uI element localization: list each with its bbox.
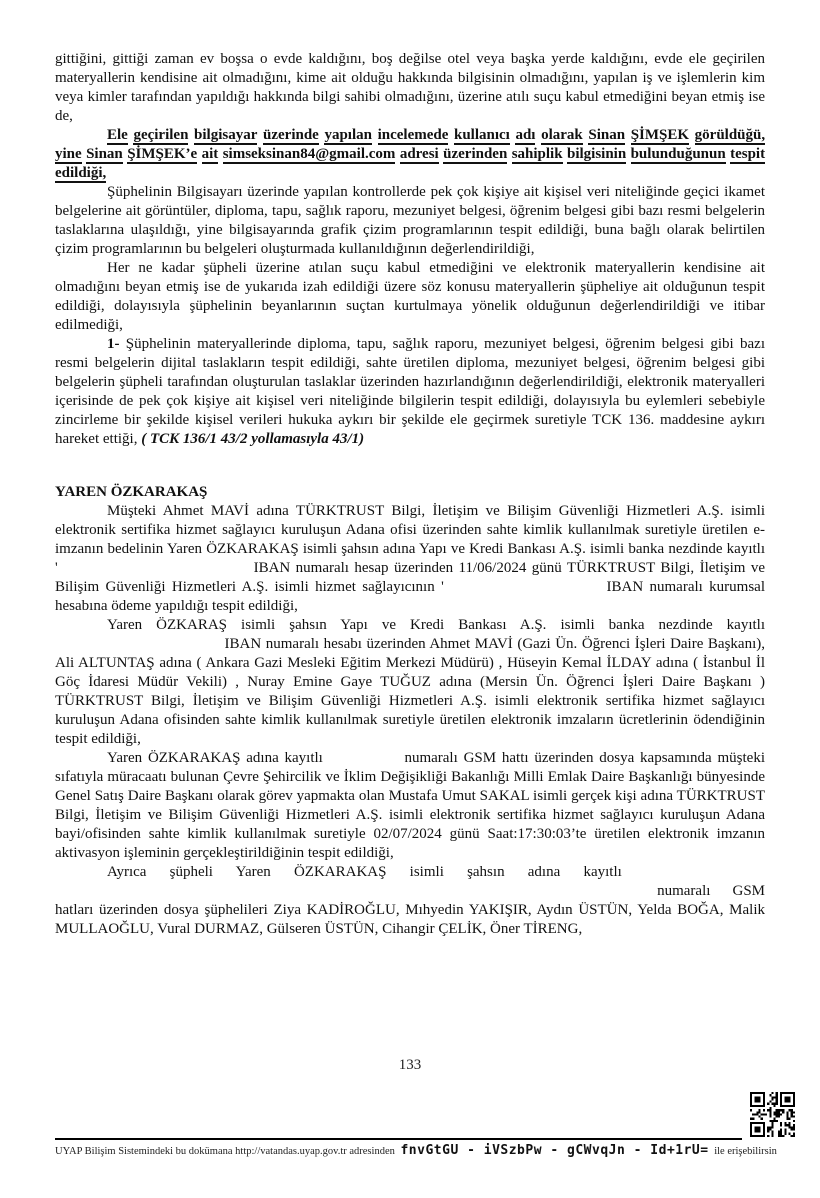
redacted-gap — [450, 590, 600, 591]
complainant-payment-paragraph: Müşteki Ahmet MAVİ adına TÜRKTRUST Bilgi, İletişim ve Bilişim Güvenliği Hizmetleri A.Ş. isimli elektronik sertifika hizmet sağlayıcı kuruluşun Adana ofisi üzerinden sahte kimlik kullanılmak suretiyle üretilen e-imzanın bedelinin Yaren ÖZKARAKAŞ isimli şahsın adına Yapı ve Kredi Bankası A.Ş. isimli banka nezdinde kayıtlı ' IBAN numaralı hesap üzerinden 11/06/2024 günü TÜRKTRUST Bilgi, İletişim ve Bilişim Güvenliği Hizmetleri A.Ş. isimli hizmet sağlayıcının ' IBAN numaralı kurumsal hesabına ödeme yapıldığı tespit edildiği, — [55, 503, 765, 614]
denial-assessment-paragraph: Her ne kadar şüpheli üzerine atılan suçu kabul etmediğini ve elektronik materyallerin kendisine ait olmadığını beyan etmiş ise de yukarıda izah edildiği üzere söz konusu materyallerin şüpheliye ait olduğunun tespit edildiği, dolayısıyla şüphelinin beyanlarının suçtan kurtulmaya yönelik olduğunun değerlendirildiği ve itibar edilmediği, — [55, 260, 765, 333]
section-heading: YAREN ÖZKARAKAŞ — [55, 484, 208, 500]
document-body — [55, 50, 765, 939]
footer-access-suffix: ile erişebilirsin — [714, 1146, 777, 1157]
gsm-line-activation-paragraph: Yaren ÖZKARAKAŞ adına kayıtlı numaralı GSM hattı üzerinden dosya kapsamında müşteki sıfatıyla müracaatı bulunan Çevre Şehircilik ve İklim Değişikliği Bakanlığı Milli Emlak Daire Başkanlığı bünyesinde Genel Satış Daire Başkanı olarak görev yapmakta olan Mustafa Umut SAKAL isimli gerçek kişi adına TÜRKTRUST Bilgi, İletişim ve Bilişim Güvenliği Hizmetleri A.Ş. isimli elektronik sertifika hizmet sağlayıcı kuruluşun Adana bayi/ofisinden sahte kimlik kullanılmak suretiyle 02/07/2024 günü Saat:17:30:03’te üretilen elektronik imzanın aktivasyon işleminin gerçekleştirildiğinin tespit edildiği, — [55, 750, 765, 861]
continuation-paragraph: gittiğini, gittiği zaman ev boşsa o evde kaldığını, boş değilse otel veya başka yerde kaldığını, evde ele geçirilen materyallerin kendisine ait olmadığını, kime ait olduğu hakkında bilgisinin olmadığını, yapılan iş ve işlemlerin kim veya kimler tarafından yapıldığı hakkında bilgi sahibi olmadığını, üzerine atılı suçu kabul etmediğini beyan etmiş ise de, — [55, 51, 765, 124]
qr-code-icon — [750, 1092, 795, 1137]
redacted-gap — [55, 647, 220, 648]
conclusion-item-1-paragraph: 1- Şüphelinin materyallerinde diploma, tapu, sağlık raporu, mezuniyet belgesi, öğrenim belgesi gibi bazı resmi belgelerin dijital taslakların tespit edildiği, sahte üretilen diploma, mezuniyet belgesi, öğrenim belgesi gibi belgelerin şüpheli tarafından oluşturulan taslaklar üzerinden hazırlandığının değerlendirildiği, elektronik materyalleri içerisinde de pek çok kişiye ait kişisel veri niteliğinde bilgilerin tespit edildiği, dolayısıyla bu eylemleri sebebiyle zincirleme bir şekilde kişisel verileri hukuka aykırı bir şekilde ele geçirmek suretiyle TCK 136. maddesine aykırı hareket ettiği, ( TCK 136/1 43/2 yollamasıyla 43/1) — [55, 336, 765, 447]
bank-account-payments-paragraph: Yaren ÖZKARAŞ isimli şahsın Yapı ve Kredi Bankası A.Ş. isimli banka nezdinde kayıtlı IBAN numaralı hesabı üzerinden Ahmet MAVİ (Gazi Ün. Öğrenci İşleri Daire Başkanı), Ali ALTUNTAŞ adına ( Ankara Gazi Mesleki Eğitim Merkezi Müdürü) , Hüseyin Kemal İLDAY adına ( İstanbul İl Göç İdaresi Müdür Vekili) , Nuray Emine Gaye TUĞUZ adına (Mersin Ün. Öğrenci İşleri Daire Başkanı ) TÜRKTRUST Bilgi, İletişim ve Bilişim Güvenliği Hizmetleri A.Ş. isimli elektronik sertifika hizmet sağlayıcı kuruluşun Adana ofisinden sahte kimlik kullanılmak suretiyle üretilen elektronik imzaların ücretlerinin ödendiğinin tespit edildiği, — [55, 617, 765, 747]
footer-access-text: UYAP Bilişim Sistemindeki bu dokümana http://vatandas.uyap.gov.tr adresinden — [55, 1146, 395, 1157]
gsm-lines-suspects-paragraph: Ayrıca şüpheli Yaren ÖZKARAKAŞ isimli şahsın adına kayıtlı numaralı GSM hatları üzerinden dosya şüphelileri Ziya KADİROĞLU, Mıhyedin YAKIŞIR, Aydın ÜSTÜN, Yelda BOĞA, Malik MULLAOĞLU, Vural DURMAZ, Gülseren ÜSTÜN, Cihangir ÇELİK, Öner TİRENG, — [55, 864, 765, 937]
computer-inspection-paragraph: Şüphelinin Bilgisayarı üzerinde yapılan kontrollerde pek çok kişiye ait kişisel veri niteliğinde geçici ikamet belgelerine ait görüntüler, diploma, tapu, sağlık raporu, mezuniyet belgesi, öğrenim belgesi gibi bazı resmi belgelerin taslaklarına ulaşıldığı, yine bilgisayarında grafik çizim programlarının tespit edildiği, buna bağlı olarak belirtilen çizim programlarının bu belgeleri oluşturmada kullanıldığının değerlendirildiği, — [55, 184, 765, 257]
footer — [55, 1143, 820, 1158]
redacted-gap — [645, 875, 765, 876]
redacted-gap — [55, 894, 635, 895]
footer-access-code: fnvGtGU - iVSzbPw - gCWvqJn - Id+1rU= — [400, 1143, 709, 1158]
page-number: 133 — [398, 1057, 422, 1073]
redacted-gap — [63, 571, 248, 572]
footer-divider — [55, 1138, 742, 1140]
redacted-gap — [329, 761, 399, 762]
finding-emphasis-paragraph: Ele geçirilen bilgisayar üzerinde yapılan incelemede kullanıcı adı olarak Sinan ŞİMŞEK görüldüğü, yine Sinan ŞİMŞEK’e ait simseksinan84@gmail.com adresi üzerinden sahiplik bilgisinin bulunduğunun tespit edildiği, — [55, 127, 766, 181]
